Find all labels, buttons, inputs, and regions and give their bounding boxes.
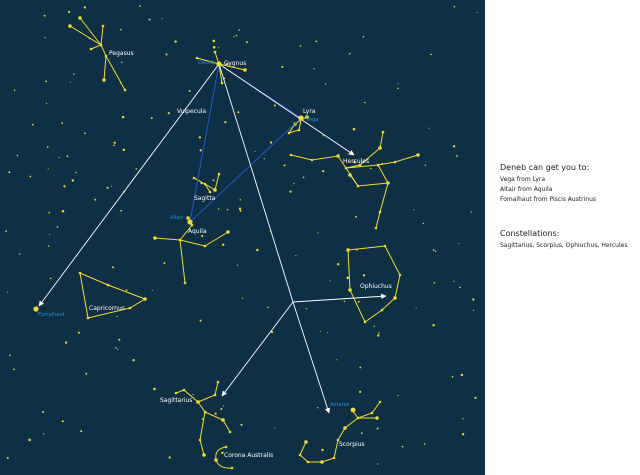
background-star	[73, 73, 75, 75]
background-star	[165, 53, 167, 55]
constellation-star	[375, 416, 379, 420]
background-star	[67, 155, 69, 157]
background-star	[255, 151, 256, 152]
constellation-star	[226, 230, 230, 234]
background-star	[94, 199, 96, 201]
constellation-star	[184, 282, 187, 285]
background-star	[237, 265, 238, 266]
background-star	[353, 128, 356, 131]
background-star	[218, 208, 219, 209]
background-star	[111, 186, 112, 187]
background-star	[152, 290, 153, 291]
constellation-star	[196, 57, 199, 60]
background-star	[274, 105, 276, 107]
background-star	[337, 263, 339, 265]
background-star	[377, 428, 379, 430]
background-star	[174, 40, 176, 42]
background-star	[313, 68, 314, 69]
background-star	[68, 11, 70, 13]
background-star	[70, 82, 71, 83]
background-star	[44, 15, 46, 17]
background-star	[47, 146, 49, 148]
background-star	[346, 277, 349, 280]
background-star	[50, 278, 52, 280]
background-star	[377, 334, 379, 336]
constellation-star	[346, 248, 350, 252]
constellation-star	[394, 161, 397, 164]
background-star	[44, 37, 45, 38]
background-star	[123, 149, 125, 151]
constellation-star	[199, 439, 202, 442]
constellation-star	[299, 454, 302, 457]
background-star	[462, 418, 463, 419]
background-star	[120, 29, 122, 31]
label-lyra: Lyra	[303, 108, 316, 115]
background-star	[425, 165, 426, 166]
background-star	[435, 251, 436, 252]
background-star	[474, 397, 476, 399]
constellation-star	[357, 417, 360, 420]
background-star	[200, 320, 202, 322]
constellation-star	[221, 82, 224, 85]
label-scorpius: Scorpius	[339, 441, 365, 448]
background-star	[363, 36, 365, 38]
background-star	[473, 310, 474, 311]
background-star	[61, 122, 63, 124]
background-star	[370, 168, 372, 170]
constellation-star	[68, 24, 72, 28]
constellation-star	[379, 401, 382, 404]
background-star	[19, 253, 20, 254]
background-star	[462, 433, 464, 435]
background-star	[7, 292, 8, 293]
constellation-star	[290, 154, 293, 157]
background-star	[8, 171, 10, 173]
constellation-star	[196, 400, 200, 404]
vega-star	[298, 115, 303, 120]
background-star	[433, 249, 435, 251]
background-star	[13, 368, 15, 370]
constellation-star	[204, 183, 207, 186]
constellation-star	[214, 51, 217, 54]
label-ophiuchus: Ophiuchus	[360, 283, 392, 290]
constellation-star	[320, 460, 324, 464]
background-star	[80, 430, 82, 432]
background-star	[139, 5, 141, 7]
label-vega: Vega	[306, 117, 319, 123]
label-corona-australis: Corona Australis	[224, 452, 274, 459]
background-star	[120, 210, 122, 212]
constellation-star	[209, 191, 212, 194]
constellation-star	[333, 457, 336, 460]
constellation-star	[343, 426, 347, 430]
constellation-star	[78, 16, 82, 20]
background-star	[397, 395, 398, 396]
constellation-star	[102, 78, 106, 82]
background-star	[113, 144, 115, 146]
background-star	[9, 355, 11, 357]
constellation-star	[214, 394, 217, 397]
background-star	[116, 316, 117, 317]
label-pegasus: Pegasus	[109, 50, 134, 57]
background-star	[213, 179, 215, 181]
constellation-star	[381, 309, 384, 312]
background-star	[193, 394, 194, 395]
background-star	[218, 47, 219, 48]
constellation-star	[100, 44, 103, 47]
background-star	[452, 376, 454, 378]
background-star	[117, 349, 118, 350]
background-star	[149, 19, 151, 21]
constellation-star	[336, 154, 340, 158]
constellation-star	[179, 239, 182, 242]
constellation-star	[384, 245, 387, 248]
background-star	[215, 413, 217, 415]
background-star	[48, 212, 50, 214]
constellation-star	[386, 181, 390, 185]
constellation-star	[288, 132, 291, 135]
background-star	[122, 116, 125, 119]
background-star	[14, 90, 15, 91]
background-star	[72, 179, 74, 181]
constellation-star	[183, 389, 186, 392]
background-star	[397, 88, 399, 90]
constellation-star	[79, 272, 82, 275]
background-star	[348, 153, 349, 154]
background-star	[153, 388, 156, 391]
background-star	[289, 190, 291, 192]
background-star	[397, 83, 398, 84]
background-star	[270, 141, 272, 143]
background-star	[42, 411, 44, 413]
constellation-star	[364, 321, 367, 324]
background-star	[303, 176, 304, 177]
constellation-star	[229, 431, 232, 434]
background-star	[453, 281, 454, 282]
background-star	[454, 6, 456, 8]
background-star	[275, 428, 276, 429]
background-star	[327, 332, 328, 333]
label-hercules: Hercules	[343, 158, 370, 165]
constellation-star	[107, 284, 110, 287]
background-star	[363, 274, 365, 276]
background-star	[115, 347, 116, 348]
constellation-star	[186, 216, 190, 220]
background-star	[84, 132, 86, 134]
background-star	[43, 433, 44, 434]
background-star	[320, 331, 321, 332]
background-star	[201, 235, 203, 237]
constellation-star	[204, 411, 207, 414]
constellation-star	[378, 146, 382, 150]
background-star	[28, 439, 31, 442]
background-star	[330, 280, 331, 281]
background-star	[416, 308, 417, 309]
background-star	[45, 81, 47, 83]
altair-star	[187, 219, 192, 224]
label-altair: Altair	[170, 215, 184, 221]
background-star	[359, 367, 361, 369]
background-star	[321, 449, 323, 451]
info-line-vega: Vega from Lyra	[500, 176, 546, 183]
background-star	[238, 29, 239, 30]
background-star	[136, 168, 138, 170]
background-star	[213, 40, 216, 43]
constellation-star	[202, 453, 206, 457]
constellation-star	[124, 89, 127, 92]
background-star	[434, 282, 436, 284]
constellation-star	[143, 297, 147, 301]
constellation-star	[311, 159, 314, 162]
background-star	[461, 374, 463, 376]
background-star	[236, 35, 238, 37]
background-star	[32, 124, 34, 126]
label-sagittarius: Sagittarius	[160, 397, 193, 404]
background-star	[281, 66, 283, 68]
background-star	[84, 6, 86, 8]
background-star	[246, 41, 248, 43]
background-star	[424, 443, 426, 445]
constellation-star	[304, 440, 308, 444]
background-star	[237, 111, 239, 113]
constellation-star	[307, 461, 310, 464]
label-vulpecula: Vulpecula	[177, 108, 207, 115]
background-star	[306, 308, 307, 309]
background-star	[227, 209, 229, 211]
background-star	[48, 245, 49, 246]
background-star	[377, 463, 378, 464]
label-aquila: Aquila	[188, 228, 207, 235]
background-star	[378, 332, 379, 333]
constellation-star	[217, 381, 220, 384]
constellation-star	[348, 288, 352, 292]
background-star	[344, 301, 345, 302]
constellation-star	[379, 211, 382, 214]
constellation-star	[214, 458, 218, 462]
background-star	[256, 249, 259, 252]
background-star	[5, 230, 7, 232]
background-star	[322, 170, 324, 172]
background-star	[355, 216, 357, 218]
label-cygnus: Cygnus	[224, 60, 247, 67]
background-star	[151, 117, 153, 119]
background-star	[169, 456, 171, 458]
background-star	[224, 121, 226, 123]
constellation-star	[218, 173, 221, 176]
background-star	[76, 172, 77, 173]
background-star	[428, 128, 429, 129]
background-star	[267, 307, 269, 309]
constellation-star	[225, 446, 228, 449]
constellation-star	[375, 227, 378, 230]
background-star	[471, 211, 472, 212]
constellation-star	[213, 188, 217, 192]
background-star	[432, 324, 434, 326]
constellation-star	[382, 131, 385, 134]
constellation-star	[357, 185, 360, 188]
background-star	[223, 405, 224, 406]
background-star	[189, 90, 191, 92]
constellation-star	[105, 55, 108, 58]
background-star	[364, 102, 366, 104]
background-star	[65, 341, 67, 343]
info-line-fomalhaut: Fomalhaut from Piscis Austrinus	[500, 196, 597, 203]
background-star	[222, 243, 224, 245]
background-star	[78, 332, 80, 334]
background-star	[264, 158, 265, 159]
constellation-star	[416, 153, 420, 157]
background-star	[57, 226, 59, 228]
background-star	[453, 145, 455, 147]
constellation-star	[102, 25, 105, 28]
background-star	[48, 168, 49, 169]
background-star	[62, 420, 64, 422]
background-star	[199, 136, 201, 138]
background-star	[374, 326, 375, 327]
background-star	[242, 298, 243, 299]
background-star	[315, 41, 317, 43]
background-star	[213, 46, 216, 49]
info-line-altair: Altair from Aquila	[500, 186, 553, 193]
background-star	[458, 243, 459, 244]
background-star	[358, 301, 360, 303]
background-star	[359, 391, 361, 393]
background-star	[317, 407, 318, 408]
background-star	[63, 185, 65, 187]
background-star	[423, 223, 424, 224]
constellation-star	[393, 296, 397, 300]
background-star	[233, 36, 234, 37]
constellation-star	[90, 48, 93, 51]
background-star	[239, 208, 241, 210]
fomalhaut-star	[33, 306, 38, 311]
background-star	[112, 266, 114, 268]
deneb-star	[216, 61, 221, 66]
background-star	[361, 432, 363, 434]
constellation-star	[377, 164, 380, 167]
background-star	[132, 359, 134, 361]
constellation-star	[348, 173, 352, 177]
background-star	[477, 12, 478, 13]
constellation-star	[231, 467, 234, 470]
background-star	[161, 18, 162, 19]
constellation-star	[399, 274, 402, 277]
info-panel	[500, 163, 635, 205]
background-star	[240, 199, 241, 200]
background-star	[49, 234, 50, 235]
background-star	[46, 103, 47, 104]
label-deneb: Deneb	[198, 60, 215, 66]
background-star	[121, 62, 123, 64]
constellation-star	[204, 245, 207, 248]
constellation-star	[193, 177, 196, 180]
background-star	[7, 457, 9, 459]
constellations-list: Sagittarius, Scorpius, Ophiuchus, Hercules	[500, 242, 628, 249]
background-star	[220, 408, 222, 410]
background-star	[413, 209, 414, 210]
background-star	[240, 424, 242, 426]
label-sagitta: Sagitta	[194, 195, 216, 202]
constellation-star	[87, 317, 90, 320]
constellations-panel	[500, 229, 635, 251]
antares-star	[351, 408, 356, 413]
background-star	[17, 155, 19, 157]
background-star	[107, 187, 109, 189]
label-capricornus: Capricornus	[89, 305, 125, 312]
background-star	[300, 45, 302, 47]
background-star	[293, 183, 294, 184]
constellation-star	[371, 412, 374, 415]
background-star	[126, 289, 128, 291]
constellation-star	[129, 307, 132, 310]
constellations-heading: Constellations:	[500, 229, 560, 238]
background-star	[168, 112, 170, 114]
background-star	[59, 157, 60, 158]
constellation-star	[175, 392, 178, 395]
background-star	[402, 446, 404, 448]
label-fomalhaut: Fomalhaut	[38, 312, 65, 318]
constellation-star	[345, 167, 348, 170]
background-star	[322, 135, 323, 136]
background-star	[456, 155, 458, 157]
background-star	[472, 298, 474, 300]
constellation-star	[153, 236, 157, 240]
background-star	[430, 54, 432, 56]
background-star	[163, 262, 165, 264]
label-antares: Antares	[330, 402, 350, 408]
background-star	[295, 255, 296, 256]
constellation-star	[243, 68, 247, 72]
background-star	[200, 149, 202, 151]
background-star	[62, 210, 65, 213]
info-heading: Deneb can get you to:	[500, 163, 590, 172]
background-star	[325, 83, 326, 84]
background-star	[114, 142, 116, 144]
background-star	[85, 373, 87, 375]
background-star	[336, 359, 337, 360]
background-star	[284, 164, 286, 166]
background-star	[30, 176, 32, 178]
background-star	[459, 287, 461, 289]
background-star	[118, 339, 120, 341]
background-star	[317, 232, 318, 233]
constellation-star	[221, 418, 225, 422]
constellation-star	[298, 129, 301, 132]
background-star	[349, 53, 351, 55]
background-star	[240, 210, 242, 212]
